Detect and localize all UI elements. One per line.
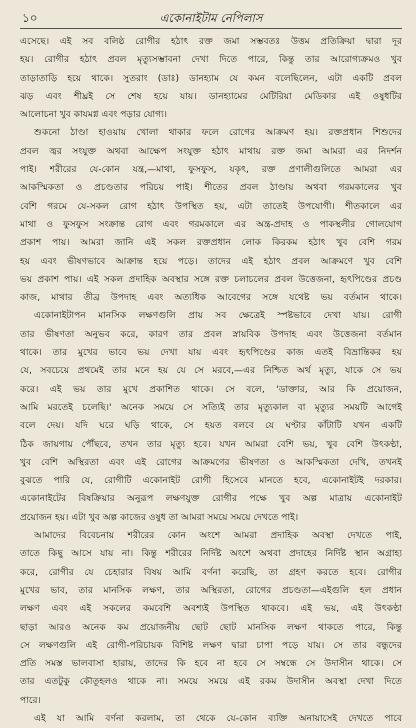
text-line: তার ভীষণতা অনুভব করে, কারণ তার প্রবল স্নায়বিক উপদাহ এবং উত্তেজনা বর্তমান xyxy=(20,329,402,340)
page-number: ১০ xyxy=(22,11,38,25)
text-line: হয়। রোগীর হঠাৎ প্রবল মৃত্যুসম্ভাবনা দেখা দিতে পারে, কিন্তু তার আরোগ্যক্রমও খুব xyxy=(20,55,402,66)
text-line: শুকনো ঠাণ্ডা হাওয়ায় খোলা থাকার ফলে রোগের আক্রমণ হয়। রক্তপ্রধান শিশুদের xyxy=(34,128,402,139)
text-line: পাই। শরীরের যে-কোন যন্ত্র,—মাথা, ফুসফুস, যকৃৎ, রক্ত প্রণালীগুলিতে আমরা এর xyxy=(20,165,402,176)
text-line: বলে দেয়। যদি ঘরে ঘড়ি থাকে, সে হয়ত বলবে যে ঘণ্টার কাঁটাটি যখন একটি xyxy=(20,421,402,432)
text-line: আলোচনা খুব কাযমগ্ন এবং পড়ার যোগ্য। xyxy=(20,110,167,121)
text-line: সে লক্ষণগুলি এই রোগী-পরিচায়ক বিশিষ্ট লক্ষণ দ্বারা চাপা পড়ে যায়। সে তার বন্ধুদের xyxy=(20,640,402,651)
text-line: করে, রোগীর যে চেহারার বিষয় আমি বর্ণনা করেছি, তা গ্রহণ করতে হবে। রোগীর xyxy=(20,567,402,578)
text-line: এসেছে। এই সব বলিষ্ঠ রোগীর হঠাৎ রক্ত জমা সম্ভবতঃ উত্তম প্রতিক্রিয়া দ্বারা দূর xyxy=(20,37,402,47)
text-line: তাড়াতাড়ি হয়ে থাকে। সুতরাং (ডাঃ) ডানহ্যাম যে কমন বলেছিলেন, এটা একটি প্রবল xyxy=(20,73,402,84)
page-header xyxy=(20,6,402,29)
body-text xyxy=(20,33,402,728)
text-line: মুখের ভাব, তার মানসিক লক্ষণ, তার অস্থিরতা, রোগের প্রচণ্ডতা—এইগুলি হল প্রধান xyxy=(20,585,402,596)
text-line: একোনাইটাপন মানসিক লক্ষণগুলি প্রায় সব ক্ষেত্রেই স্পষ্টভাবে দেখা যায়। রোগী xyxy=(34,311,402,322)
text-line: প্রকাশ পায়। আমরা জানি এই সকল রক্তপ্রধান লোক কিরকম হঠাৎ খুব বেশি গরম xyxy=(20,238,402,249)
text-line: একোনাইটের বিষক্রিয়ার অনুরূপ লক্ষণযুক্ত রোগীর পক্ষে খুব অল্প মাত্রায় একোনাইট xyxy=(20,494,402,505)
text-line: প্রয়োজন হয়। এটা খুব অল্প কাজের ওষুধ তা আমরা সময়ে সময়ে দেখতে পাই। xyxy=(20,512,299,523)
text-line: প্রবল জ্বর সংযুক্ত অথবা আক্ষেপ সংযুক্ত হঠাৎ মাথায় রক্ত জমা আমরা এর নিদর্শন xyxy=(20,146,402,157)
running-title: একোনাইটাম নেপিলাস xyxy=(159,11,263,25)
text-line: এই যা আমি বর্ণনা করলাম, তা থেকে যে-কোন ব্যক্তি অনায়াসেই দেখতে পাবে xyxy=(34,713,402,724)
text-line: লক্ষণ এবং এই সকলের কমবেশি অবশ্যই উপস্থিত থাকবে। এই ভয়, এই উৎকণ্ঠা xyxy=(20,604,402,615)
text-line: হয় এবং ভীষণভাবে আক্রান্ত হয়ে পড়ে। তাদের এই হঠাৎ প্রবল আক্রমণে খুব বেশি xyxy=(20,256,402,267)
text-line: আকস্মিকতা ও প্রচণ্ডতার পরিচয় পাই। শীতের প্রবল ঠাণ্ডায় অথবা গরমকালের খুব xyxy=(20,183,402,194)
text-line: প্রতি সমস্ত ভালবাসা হারায়, তাদের কি হবে না হবে সে সম্বন্ধে সে উদাসীন থাকে। সে xyxy=(20,659,402,670)
text-line: তার এতটুকু কৌতূহলও থাকে না। সময়ে সময়ে এই রকম উদাসীন অবস্থা দেখা দিতে xyxy=(20,677,402,688)
text-line: ছাড়া আরও অনেক কম প্রয়োজনীয় ছোট ছোট মানসিক লক্ষণ থাকতে পারে, কিন্তু xyxy=(20,622,402,633)
text-line: ঝড় এবং শীঘ্রই সে শেষ হয়ে যায়। ডানহ্যামের মেটিরিয়া মেডিকার এই ওষুধটির xyxy=(20,91,402,102)
text-line: আমাদের বিবেচনায় শরীরের কোন অংশে আমরা প্রদাহিক অবস্থা দেখতে পাই, xyxy=(34,531,402,542)
text-line: কাজ, মাথার তীব্র উপদাহ এবং অত্যধিক আবেগের সঙ্গে যথেষ্ট ভয় বর্তমান থাকে। xyxy=(20,293,402,304)
text-line: ঠিক জায়গায় পৌঁছবে, তখন তার মৃত্যু হবে। যখন আমরা বেশি ভয়, খুব বেশি উৎকণ্ঠা, xyxy=(20,439,402,450)
text-line: যে, সবচেয়ে প্রথমেই তার মনে হয় যে সে মরবে,—এর নিশ্চিত অর্থ মৃত্যু, যাকে সে ভয় xyxy=(20,366,402,377)
text-line: বুঝতে পারি যে, রোগীটি একোনাইট রোগী হিসেবে মানতে হবে, একোনাইটই দরকার। xyxy=(20,476,402,487)
text-line: ভয় প্রকাশ পায়। এই সকল প্রদাহিক অবস্থার সঙ্গে রক্ত চলাচলের প্রবল উত্তেজনা, হৃৎপিণ্ডের প্রচণ্ড xyxy=(20,274,402,285)
text-line: তাতে কিছু আসে যায় না। কিন্তু শরীরের নির্দিষ্ট অংশে অথবা প্রদাহের নির্দিষ্ট স্থান অগ্রাহ্য xyxy=(20,549,402,560)
text-line: করে। এই ভয় তার মুখে প্রকাশিত থাকে। সে বলে, 'ডাক্তার, আর কি প্রয়োজন, xyxy=(20,384,402,395)
text-line: থাকে। তার মুখের ভাবে ভয় দেখা যায় এবং হৃৎপিণ্ডের কাজ এতই বিভ্রান্তিকর হয় xyxy=(20,348,402,359)
text-line: আমি মরতেই চলেছি।' অনেক সময়ে সে সত্যিই তার মৃত্যুকাল বা মৃত্যুর সময়টি আগেই xyxy=(20,402,402,413)
text-line: মাথা ও ফুসফুস সংক্রান্ত রোগ এবং গরমকালে এর অন্ত্র-প্রদাহ ও পাকস্থলীর গোলযোগ xyxy=(20,219,402,230)
text-line: পারে। xyxy=(20,695,41,706)
text-line: খুব বেশি অস্থিরতা এবং এই রোগের আক্রমণের ভীষণতা ও আকস্মিকতা দেখি, তখনই xyxy=(20,457,402,468)
text-line: বেশি গরমে যে-সকল রোগ হঠাৎ উপস্থিত হয়, এটা তাতেই উপযোগী। শীতকালে এর xyxy=(20,201,402,212)
